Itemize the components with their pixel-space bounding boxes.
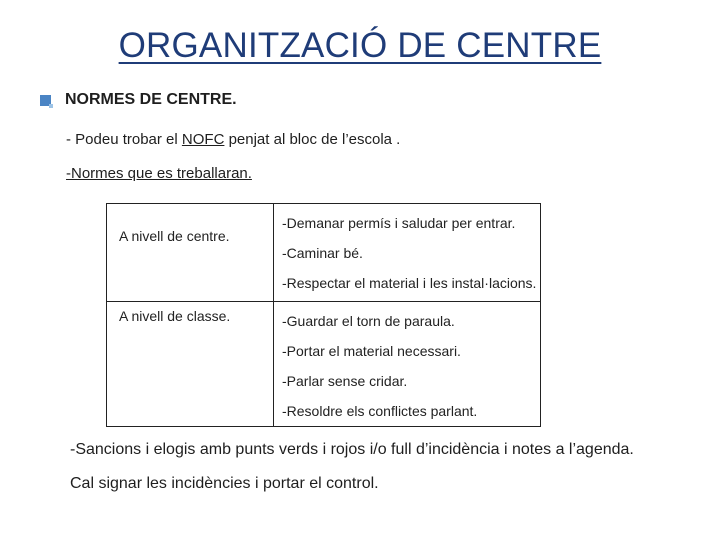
- square-bullet-icon: [40, 95, 51, 106]
- nofc-line-prefix: - Podeu trobar el: [66, 131, 182, 148]
- table-row: [107, 302, 541, 427]
- nofc-link[interactable]: NOFC: [181, 131, 225, 148]
- rule-item: -Caminar bé.: [282, 245, 363, 261]
- rules-cell-centre: [274, 204, 541, 302]
- norms-table: [106, 203, 541, 427]
- rule-item: -Guardar el torn de paraula.: [282, 313, 455, 329]
- rule-item: -Respectar el material i les instal·lacions.: [282, 275, 537, 291]
- nofc-line: [66, 131, 400, 148]
- rule-item: -Resoldre els conflictes parlant.: [282, 403, 478, 419]
- rule-item: -Parlar sense cridar.: [282, 373, 408, 389]
- rule-item: -Portar el material necessari.: [282, 343, 461, 359]
- row-label-centre: A nivell de centre.: [107, 204, 274, 302]
- sanctions-line: -Sancions i elogis amb punts verds i rojos i/o full d’incidència i notes a l’agenda.: [70, 441, 634, 458]
- section-heading: NORMES DE CENTRE.: [65, 91, 237, 108]
- nofc-line-suffix: penjat al bloc de l’escola .: [224, 131, 401, 148]
- rules-cell-classe: [274, 302, 541, 427]
- section-heading-line: [40, 91, 237, 109]
- sign-line: Cal signar les incidències i portar el control.: [70, 475, 379, 492]
- row-label-classe: A nivell de classe.: [107, 302, 274, 427]
- table-row: [107, 204, 541, 302]
- norms-intro: -Normes que es treballaran.: [66, 165, 252, 182]
- page-title: ORGANITZACIÓ DE CENTRE: [118, 26, 602, 65]
- rule-item: -Demanar permís i saludar per entrar.: [282, 215, 516, 231]
